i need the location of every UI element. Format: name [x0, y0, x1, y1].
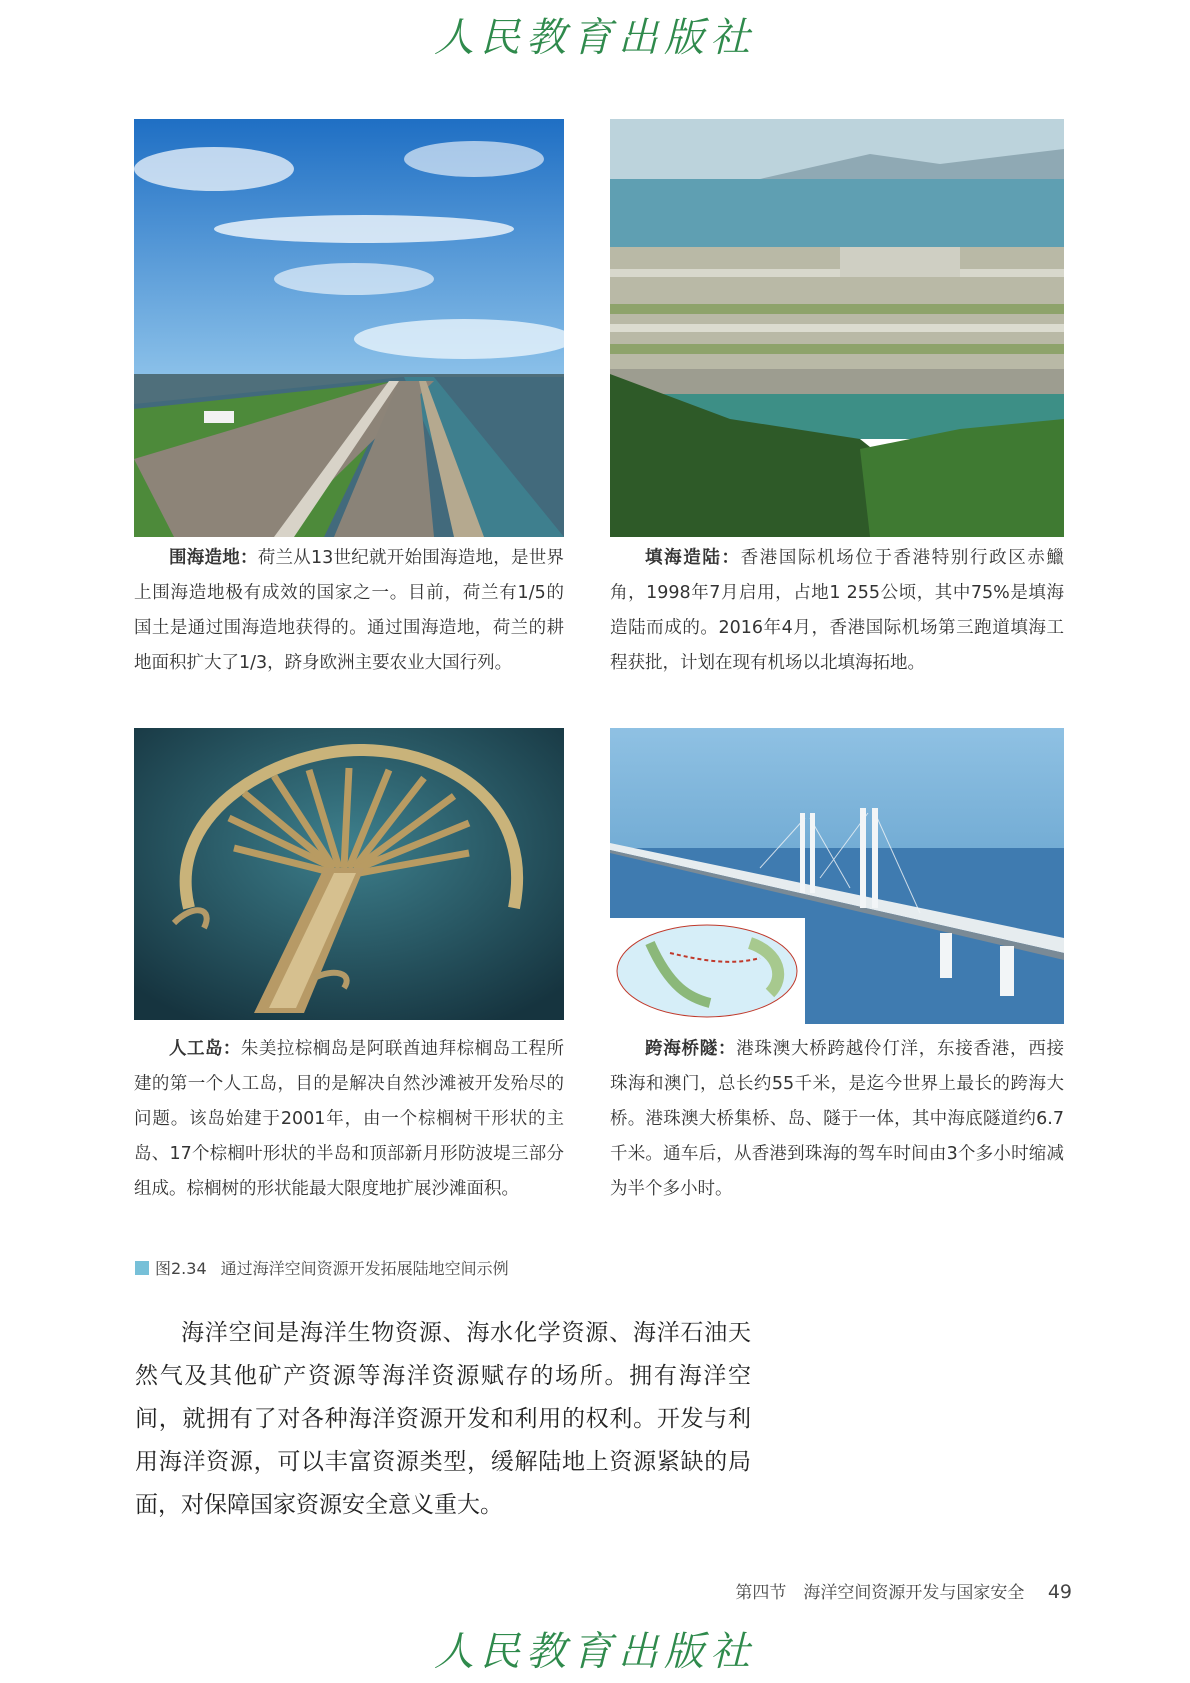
- publisher-logo-bottom: 人民教育出版社: [434, 1629, 756, 1675]
- caption-land-reclamation-hongkong: [610, 541, 1064, 681]
- body-paragraph: 海洋空间是海洋生物资源、海水化学资源、海洋石油天然气及其他矿产资源等海洋资源赋存的场所。拥有海洋空间，就拥有了对各种海洋资源开发和利用的权利。开发与利用海洋资源，可以丰富资源类型，缓解陆地上资源紧缺的局面，对保障国家资源安全意义重大。: [135, 1320, 751, 1518]
- figure-number: 图2.34: [155, 1259, 207, 1278]
- caption-text: 香港国际机场位于香港特别行政区赤鱲角，1998年7月启用，占地1 255公顷，其中75%是填海造陆而成的。2016年4月，香港国际机场第三跑道填海工程获批，计划在现有机场以北填海拓地。: [610, 548, 1065, 673]
- caption-title: 跨海桥隧：: [645, 1039, 737, 1059]
- caption-sea-bridge-tunnel: [610, 1032, 1064, 1207]
- caption-text: 朱美拉棕榈岛是阿联酋迪拜棕榈岛工程所建的第一个人工岛，目的是解决自然沙滩被开发殆尽的问题。该岛始建于2001年，由一个棕榈树干形状的主岛、17个棕榈叶形状的半岛和顶部新月形防波堤三部分组成。棕榈树的形状能最大限度地扩展沙滩面积。: [134, 1039, 565, 1199]
- photo-palm-island: [134, 728, 564, 1020]
- page-footer: [735, 1578, 1072, 1603]
- figure-marker-icon: [135, 1261, 149, 1275]
- caption-text: 荷兰从13世纪就开始围海造地，是世界上围海造地极有成效的国家之一。目前，荷兰有1/5的国土是通过围海造地获得的。通过围海造地，荷兰的耕地面积扩大了1/3，跻身欧洲主要农业大国行列。: [134, 548, 564, 673]
- figure-title: 通过海洋空间资源开发拓展陆地空间示例: [220, 1259, 509, 1278]
- figure-caption: [135, 1256, 509, 1279]
- caption-land-reclamation-netherlands: [134, 541, 564, 681]
- caption-artificial-island: [134, 1032, 564, 1207]
- caption-title: 围海造地：: [169, 548, 258, 568]
- footer-section-title: 第四节 海洋空间资源开发与国家安全: [735, 1583, 1025, 1603]
- page-number: 49: [1047, 1581, 1072, 1603]
- publisher-logo-top: 人民教育出版社: [434, 15, 756, 61]
- caption-title: 填海造陆：: [645, 548, 741, 568]
- caption-title: 人工岛：: [169, 1039, 241, 1059]
- caption-text: 港珠澳大桥跨越伶仃洋，东接香港，西接珠海和澳门，总长约55千米，是迄今世界上最长的跨海大桥。港珠澳大桥集桥、岛、隧于一体，其中海底隧道约6.7千米。通车后，从香港到珠海的驾车时间由3个多小时缩减为半个多小时。: [610, 1039, 1064, 1199]
- photo-hzmb-bridge: [610, 728, 1064, 1024]
- photo-dike-road: [134, 119, 564, 537]
- photo-hongkong-airport: [610, 119, 1064, 537]
